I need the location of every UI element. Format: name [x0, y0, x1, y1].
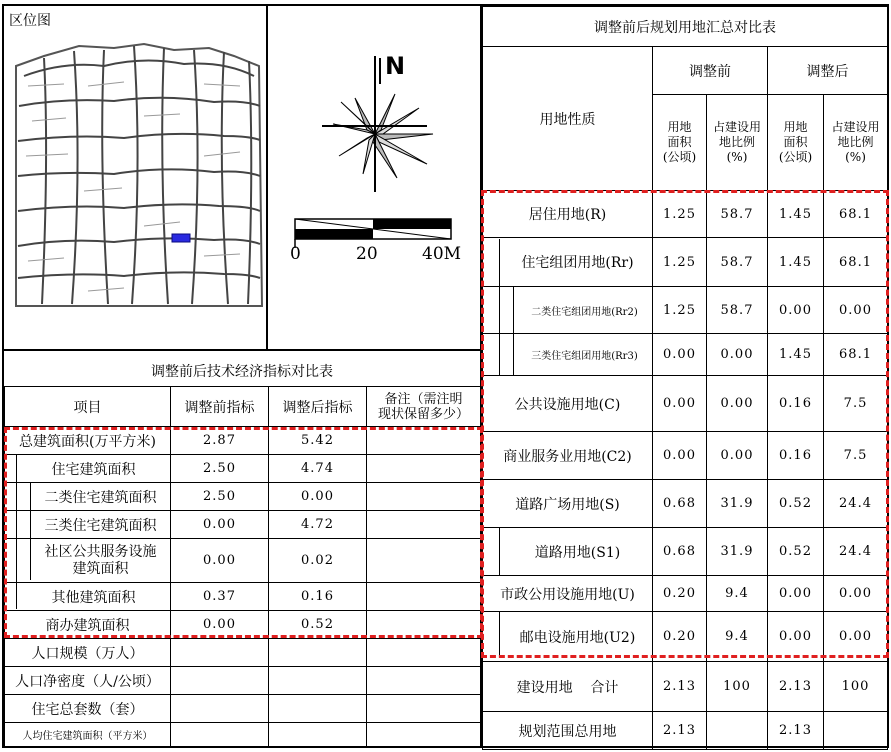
land-table-title: 调整前后规划用地汇总对比表	[483, 7, 888, 47]
land-a-area: 0.52	[768, 480, 824, 528]
land-a-ratio: 0.00	[824, 287, 888, 334]
land-b-ratio: 31.9	[707, 480, 768, 528]
location-map-title: 区位图	[9, 13, 51, 29]
land-group-after: 调整后	[768, 47, 888, 95]
land-b-ratio	[707, 712, 768, 750]
land-b-ratio: 0.00	[707, 376, 768, 432]
econ-after: 0.00	[269, 483, 367, 511]
scale-label-20: 20	[356, 244, 378, 264]
econ-item: 人口规模（万人）	[5, 639, 171, 667]
econ-after	[269, 723, 367, 747]
econ-note	[367, 667, 481, 695]
land-b-ratio: 31.9	[707, 528, 768, 576]
location-map-panel	[4, 6, 266, 349]
land-a-area: 0.16	[768, 432, 824, 480]
land-a-ratio: 0.00	[824, 612, 888, 662]
land-sub-area-before: 用地 面积 (公顷)	[653, 95, 707, 191]
north-label: N	[385, 52, 406, 80]
econ-item: 商办建筑面积	[5, 611, 171, 639]
econ-before: 0.37	[171, 583, 269, 611]
land-a-area: 1.45	[768, 238, 824, 287]
land-use-table	[482, 6, 888, 750]
table-row	[483, 528, 888, 576]
econ-item: 人均住宅建筑面积（平方米）	[5, 723, 171, 747]
land-name: 建设用地 合计	[483, 662, 653, 712]
table-row	[483, 576, 888, 612]
table-row	[5, 511, 481, 539]
table-row	[5, 539, 481, 583]
econ-after: 4.72	[269, 511, 367, 539]
land-b-ratio: 58.7	[707, 238, 768, 287]
table-row	[5, 483, 481, 511]
land-name: 规划范围总用地	[483, 712, 653, 750]
land-name: 道路用地(S1)	[483, 528, 653, 576]
land-col-nature: 用地性质	[483, 47, 653, 191]
econ-before: 0.00	[171, 611, 269, 639]
econ-item: 二类住宅建筑面积	[5, 483, 171, 511]
table-row	[483, 376, 888, 432]
land-a-area: 0.16	[768, 376, 824, 432]
land-a-area: 0.52	[768, 528, 824, 576]
land-b-ratio: 100	[707, 662, 768, 712]
econ-header-item: 项目	[5, 387, 171, 427]
table-row	[5, 723, 481, 747]
econ-before	[171, 639, 269, 667]
econ-after	[269, 639, 367, 667]
land-b-area: 0.00	[653, 376, 707, 432]
econ-before	[171, 723, 269, 747]
land-a-area: 0.00	[768, 612, 824, 662]
table-row	[483, 432, 888, 480]
site-marker	[172, 234, 190, 242]
econ-after: 5.42	[269, 427, 367, 455]
land-b-ratio: 9.4	[707, 576, 768, 612]
land-b-area: 0.20	[653, 612, 707, 662]
land-name: 住宅组团用地(Rr)	[483, 238, 653, 287]
econ-before: 2.87	[171, 427, 269, 455]
econ-note	[367, 427, 481, 455]
street-map	[4, 6, 266, 349]
econ-table	[4, 386, 481, 747]
econ-before	[171, 667, 269, 695]
econ-before: 2.50	[171, 455, 269, 483]
land-sub-ratio-after: 占建设用 地比例 (%)	[824, 95, 888, 191]
land-a-ratio: 68.1	[824, 191, 888, 238]
econ-item: 人口净密度（人/公顷）	[5, 667, 171, 695]
table-row	[5, 583, 481, 611]
econ-note	[367, 639, 481, 667]
land-a-area: 1.45	[768, 334, 824, 376]
land-a-ratio: 0.00	[824, 576, 888, 612]
econ-note	[367, 723, 481, 747]
land-a-area: 2.13	[768, 662, 824, 712]
econ-header-after: 调整后指标	[269, 387, 367, 427]
table-row	[5, 611, 481, 639]
econ-after: 0.52	[269, 611, 367, 639]
table-row	[483, 238, 888, 287]
land-b-area: 0.68	[653, 528, 707, 576]
land-name: 市政公用设施用地(U)	[483, 576, 653, 612]
land-a-area: 0.00	[768, 287, 824, 334]
econ-after	[269, 667, 367, 695]
econ-note	[367, 695, 481, 723]
land-a-area: 2.13	[768, 712, 824, 750]
scale-label-40: 40M	[422, 244, 462, 264]
econ-header-before: 调整前指标	[171, 387, 269, 427]
land-b-area: 0.20	[653, 576, 707, 612]
land-b-area: 0.68	[653, 480, 707, 528]
table-row	[483, 712, 888, 750]
table-row	[483, 612, 888, 662]
land-b-ratio: 58.7	[707, 287, 768, 334]
table-row	[5, 667, 481, 695]
land-name: 公共设施用地(C)	[483, 376, 653, 432]
table-row	[483, 191, 888, 238]
econ-after: 0.16	[269, 583, 367, 611]
econ-table-title: 调整前后技术经济指标对比表	[151, 364, 333, 380]
econ-item: 三类住宅建筑面积	[5, 511, 171, 539]
land-a-area: 0.00	[768, 576, 824, 612]
wind-rose-icon	[267, 6, 480, 349]
land-b-ratio: 0.00	[707, 334, 768, 376]
econ-after	[269, 695, 367, 723]
econ-item: 总建筑面积(万平方米)	[5, 427, 171, 455]
table-row	[483, 662, 888, 712]
econ-before: 0.00	[171, 511, 269, 539]
table-row	[5, 455, 481, 483]
table-row	[5, 695, 481, 723]
econ-item: 住宅建筑面积	[5, 455, 171, 483]
econ-note	[367, 455, 481, 483]
econ-note	[367, 611, 481, 639]
econ-item: 住宅总套数（套）	[5, 695, 171, 723]
land-b-area: 0.00	[653, 334, 707, 376]
land-b-area: 1.25	[653, 191, 707, 238]
econ-item: 社区公共服务设施 建筑面积	[5, 539, 171, 583]
econ-after: 4.74	[269, 455, 367, 483]
land-sub-ratio-before: 占建设用 地比例 (%)	[707, 95, 768, 191]
land-a-ratio: 100	[824, 662, 888, 712]
table-row	[483, 480, 888, 528]
econ-header-note: 备注（需注明 现状保留多少）	[367, 387, 481, 427]
econ-note	[367, 511, 481, 539]
land-a-ratio: 24.4	[824, 528, 888, 576]
econ-after: 0.02	[269, 539, 367, 583]
land-name: 邮电设施用地(U2)	[483, 612, 653, 662]
land-a-ratio	[824, 712, 888, 750]
land-b-ratio: 0.00	[707, 432, 768, 480]
econ-note	[367, 539, 481, 583]
table-row	[5, 639, 481, 667]
econ-note	[367, 483, 481, 511]
table-row	[483, 287, 888, 334]
compass-panel	[267, 6, 480, 349]
land-group-before: 调整前	[653, 47, 768, 95]
econ-before: 2.50	[171, 483, 269, 511]
land-sub-area-after: 用地 面积 (公顷)	[768, 95, 824, 191]
land-b-ratio: 58.7	[707, 191, 768, 238]
table-row	[5, 427, 481, 455]
land-a-ratio: 68.1	[824, 334, 888, 376]
land-a-ratio: 68.1	[824, 238, 888, 287]
land-a-ratio: 7.5	[824, 376, 888, 432]
land-name: 三类住宅组团用地(Rr3)	[483, 334, 653, 376]
land-name: 二类住宅组团用地(Rr2)	[483, 287, 653, 334]
land-b-area: 1.25	[653, 238, 707, 287]
land-name: 商业服务业用地(C2)	[483, 432, 653, 480]
econ-before: 0.00	[171, 539, 269, 583]
land-a-area: 1.45	[768, 191, 824, 238]
scale-label-0: 0	[290, 244, 301, 264]
econ-item: 其他建筑面积	[5, 583, 171, 611]
land-name: 居住用地(R)	[483, 191, 653, 238]
land-b-area: 0.00	[653, 432, 707, 480]
table-row	[483, 334, 888, 376]
econ-note	[367, 583, 481, 611]
land-b-area: 2.13	[653, 662, 707, 712]
land-b-ratio: 9.4	[707, 612, 768, 662]
land-a-ratio: 24.4	[824, 480, 888, 528]
econ-before	[171, 695, 269, 723]
land-a-ratio: 7.5	[824, 432, 888, 480]
land-name: 道路广场用地(S)	[483, 480, 653, 528]
land-b-area: 2.13	[653, 712, 707, 750]
land-b-area: 1.25	[653, 287, 707, 334]
